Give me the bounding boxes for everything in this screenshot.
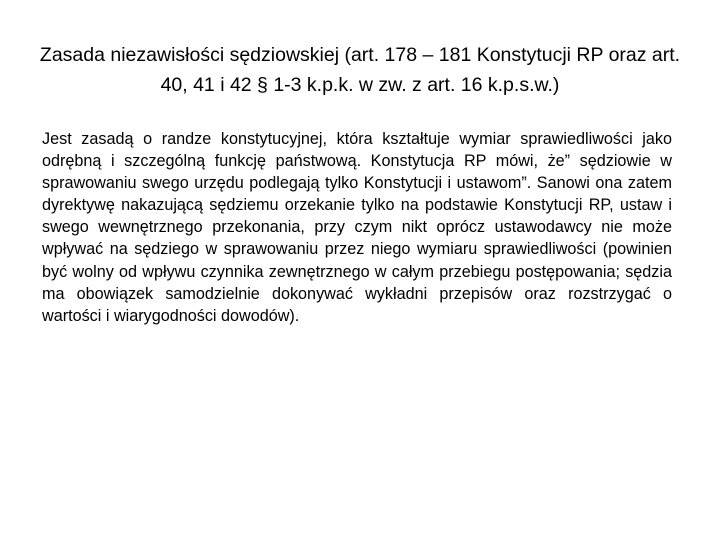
slide-body-text: Jest zasadą o randze konstytucyjnej, która kształtuje wymiar sprawiedliwości jako odrębną i szczególną funkcję państwową. Konstytucja RP mówi, że” sędziowie w sprawowaniu swego urzędu podlegają tylko Konstytucji i ustawom”. Sanowi ona zatem dyrektywę nakazującą sędziemu orzekanie tylko na podstawie Konstytucji RP, ustaw i swego wewnętrznego przekonania, przy czym nikt oprócz ustawodawcy nie może wpływać na sędziego w sprawowaniu przez niego wymiaru sprawiedliwości (powinien być wolny od wpływu czynnika zewnętrznego w całym przebiegu postępowania; sędzia ma obowiązek samodzielnie dokonywać wykładni przepisów oraz rozstrzygać o wartości i wiarygodności dowodów). [42, 130, 672, 325]
slide-title: Zasada niezawisłości sędziowskiej (art. 178 – 181 Konstytucji RP oraz art. 40, 41 i 42 § 1-3 k.p.k. w zw. z art. 16 k.p.s.w.) [39, 44, 681, 96]
